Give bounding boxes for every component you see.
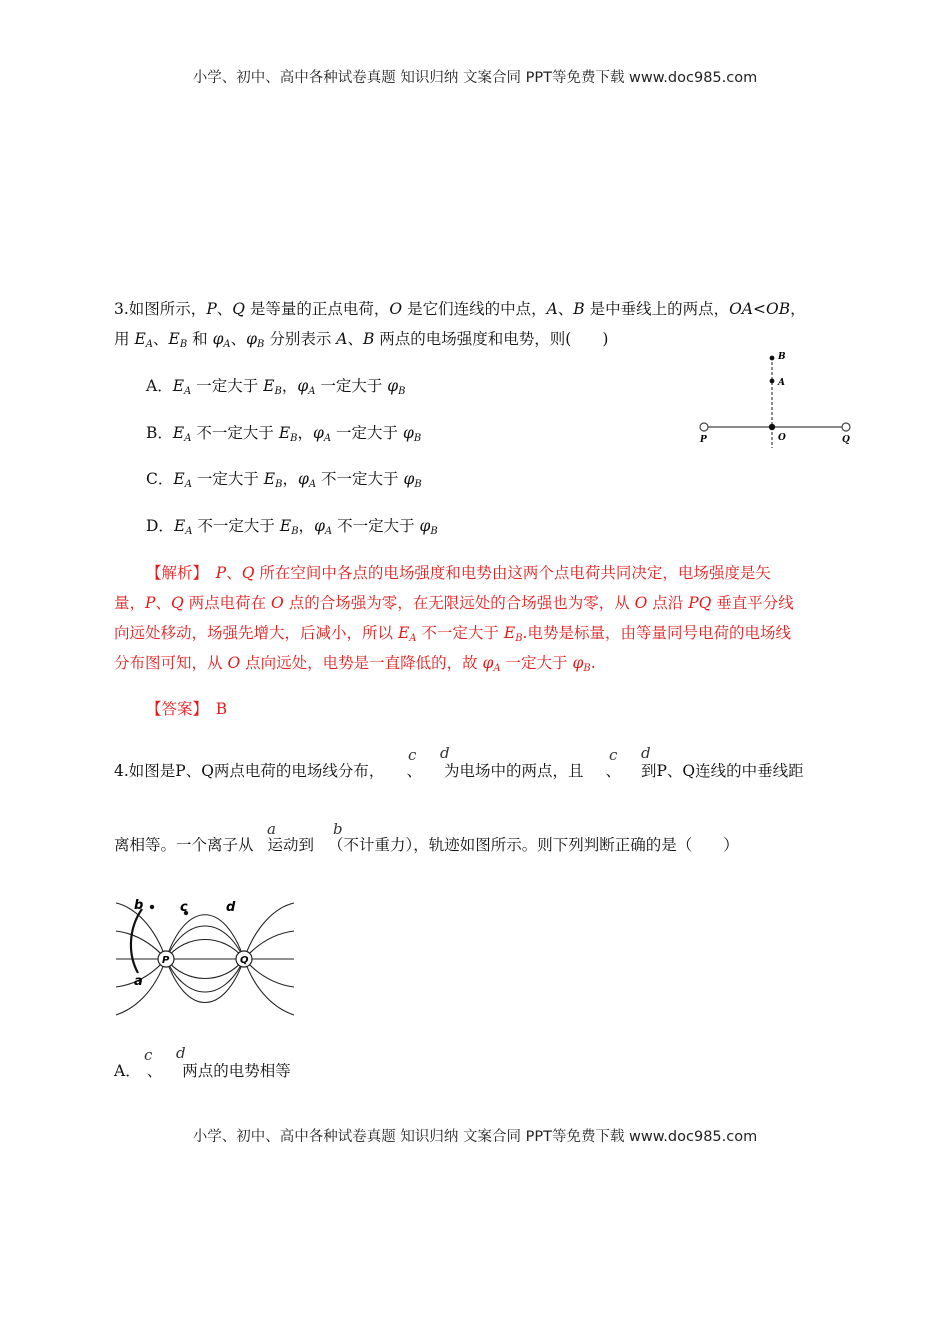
page-footer: 小学、初中、高中各种试卷真题 知识归纳 文案合同 PPT等免费下载 www.doc985.com (192, 1129, 758, 1145)
q4-var-a: a (267, 820, 276, 838)
q4-label-c: c (180, 900, 188, 915)
q4-label-q: Q (240, 955, 249, 966)
q3-option-d[interactable]: D．$E_A$ 不一定大于 $E_B$，$\varphi_A$ 不一定大于 $\varphi_B$ (146, 517, 438, 537)
point-b (770, 356, 775, 361)
charge-p (700, 423, 708, 431)
q3-answer-value: B (215, 700, 228, 718)
q3-analysis-line4: 分布图可知，从 O 点向远处，电势是一直降低的，故 $\varphi_A$ 一定大于 $\varphi_B$. (114, 654, 596, 674)
label-a: A (778, 378, 785, 388)
q3-analysis-label: 【解析】 (146, 564, 201, 582)
q3-figure (694, 350, 854, 452)
field-lines (116, 903, 294, 1015)
q3-number: 3. (114, 300, 129, 318)
q3-analysis-line3: 向远处移动，场强先增大，后减小，所以 $E_A$ 不一定大于 $E_B$.电势是标量，由等量同号电荷的电场线 (114, 624, 791, 644)
q4-var-d-1: d (440, 744, 450, 762)
q4-var-b: b (333, 820, 343, 838)
q3-analysis-line1: 【解析】 P、Q 所在空间中各点的电场强度和电势由这两个点电荷共同决定，电场强度是矢 (146, 564, 771, 582)
q3-option-b[interactable]: B．$E_A$ 不一定大于 $E_B$，$\varphi_A$ 一定大于 $\varphi_B$ (146, 424, 422, 444)
q3-analysis-line2: 量，P、Q 两点电荷在 O 点的合场强为零，在无限远处的合场强也为零，从 O 点沿 PQ 垂直平分线 (114, 594, 794, 612)
q3-option-c[interactable]: C．$E_A$ 一定大于 $E_B$，$\varphi_A$ 不一定大于 $\varphi_B$ (146, 470, 422, 490)
label-p: P (700, 435, 707, 445)
q4-stem-line2: 离相等。一个离子从 运动到 （不计重力），轨迹如图所示。则下列判断正确的是（ ） (114, 836, 739, 854)
q4-var-c-2: c (609, 746, 618, 764)
q4-opta-var-d: d (176, 1044, 186, 1062)
q3-option-a[interactable]: A．$E_A$ 一定大于 $E_B$，$\varphi_A$ 一定大于 $\varphi_B$ (146, 377, 406, 397)
q4-option-a[interactable]: A． 、 两点的电势相等 (114, 1062, 291, 1080)
q3-stem-line1: 3.如图所示，P、Q 是等量的正点电荷，O 是它们连线的中点，A、B 是中垂线上的两点，OA<OB， (114, 300, 806, 318)
q3-answer-label: 【答案】 (146, 700, 201, 718)
q4-label-p: P (162, 955, 170, 966)
q4-opta-var-c: c (144, 1046, 153, 1064)
page-header: 小学、初中、高中各种试卷真题 知识归纳 文案合同 PPT等免费下载 www.doc985.com (192, 70, 758, 86)
label-q: Q (842, 435, 850, 445)
q4-var-d-2: d (641, 744, 651, 762)
point-c-dot (150, 905, 154, 909)
q4-label-b: b (134, 898, 144, 913)
q4-field-figure (114, 895, 296, 1019)
label-b: B (778, 352, 786, 362)
charge-q (842, 423, 850, 431)
label-o: O (778, 433, 786, 443)
q3-answer (146, 698, 227, 720)
point-a (770, 379, 775, 384)
ion-trajectory (131, 909, 142, 973)
q3-stem-line2: 用 $E_A$、$E_B$ 和 $\varphi_A$、$\varphi_B$ 分别表示 A、B 两点的电场强度和电势，则( ) (114, 330, 609, 350)
q4-label-a: a (134, 974, 143, 989)
point-o (769, 424, 775, 430)
q4-label-d: d (226, 900, 236, 915)
q4-stem-line1: 4.如图是P、Q两点电荷的电场线分布， 、 为电场中的两点，且 、 到P、Q连线的中垂线距 (114, 762, 804, 780)
q4-var-c-1: c (408, 746, 417, 764)
